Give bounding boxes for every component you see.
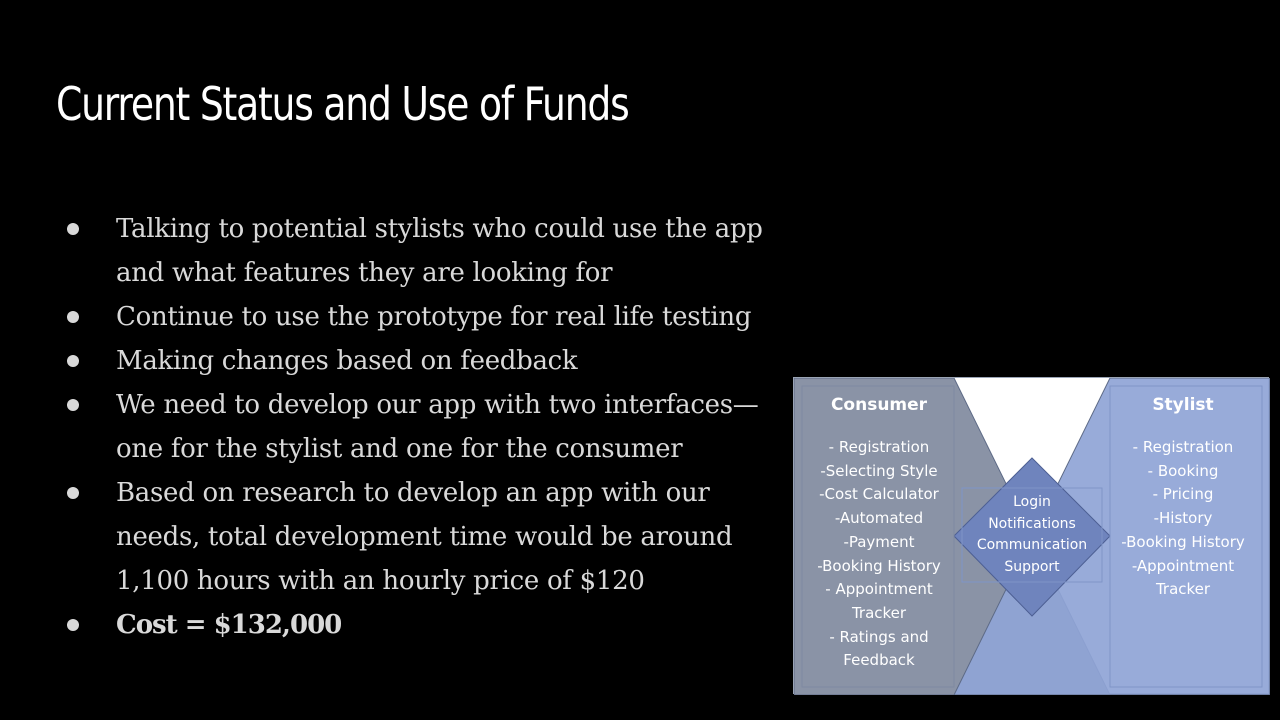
bullet-list <box>62 207 792 647</box>
consumer-feature: -Booking History <box>817 556 941 575</box>
bullet-item <box>62 207 792 295</box>
bullet-text: Continue to use the prototype for real life testing <box>116 302 752 332</box>
bullet-text: Making changes based on feedback <box>116 346 578 376</box>
consumer-feature: -Payment <box>843 532 915 551</box>
bullet-item <box>62 383 792 471</box>
consumer-feature: Tracker <box>851 603 907 622</box>
consumer-column <box>804 394 954 673</box>
stylist-feature: - Booking <box>1147 461 1219 480</box>
consumer-feature: - Ratings and <box>829 627 929 646</box>
shared-column <box>962 492 1102 578</box>
stylist-feature: -Appointment <box>1131 556 1235 575</box>
bullet-text: Based on research to develop an app with our needs, total development time would be around 1,100 hours with an hourly price of $120 <box>116 478 733 596</box>
bullet-item-cost <box>62 603 792 647</box>
bullet-item <box>62 295 792 339</box>
consumer-feature: -Selecting Style <box>820 461 938 480</box>
bullet-dot-icon <box>67 619 79 631</box>
stylist-feature: Tracker <box>1155 580 1211 599</box>
bullet-text: We need to develop our app with two interfaces— one for the stylist and one for the consumer <box>116 390 759 464</box>
consumer-feature: -Automated <box>834 509 924 528</box>
bullet-text: Talking to potential stylists who could use the app and what features they are looking for <box>116 214 763 288</box>
shared-feature: Communication <box>976 537 1088 553</box>
shared-feature: Login <box>1013 494 1051 510</box>
stylist-feature: - Pricing <box>1152 485 1214 504</box>
bullet-dot-icon <box>67 355 79 367</box>
bullet-dot-icon <box>67 311 79 323</box>
bullet-dot-icon <box>67 487 79 499</box>
interface-diagram <box>793 377 1269 694</box>
bullet-item <box>62 339 792 383</box>
cost-total: Cost = $132,000 <box>116 610 342 640</box>
stylist-feature: -Booking History <box>1121 532 1245 551</box>
consumer-feature: -Cost Calculator <box>819 485 939 504</box>
consumer-feature: - Appointment <box>825 580 933 599</box>
stylist-title: Stylist <box>1152 395 1214 415</box>
bullet-dot-icon <box>67 399 79 411</box>
consumer-feature: Feedback <box>843 651 915 670</box>
stylist-column <box>1108 394 1258 602</box>
consumer-feature: - Registration <box>828 438 930 456</box>
shared-feature: Notifications <box>988 515 1076 532</box>
consumer-title: Consumer <box>830 395 928 415</box>
shared-feature: Support <box>1004 558 1060 575</box>
stylist-feature: -History <box>1153 509 1213 528</box>
stylist-feature: - Registration <box>1132 438 1234 456</box>
bullet-dot-icon <box>67 223 79 235</box>
bullet-item <box>62 471 792 603</box>
slide-title: Current Status and Use of Funds <box>56 77 629 131</box>
